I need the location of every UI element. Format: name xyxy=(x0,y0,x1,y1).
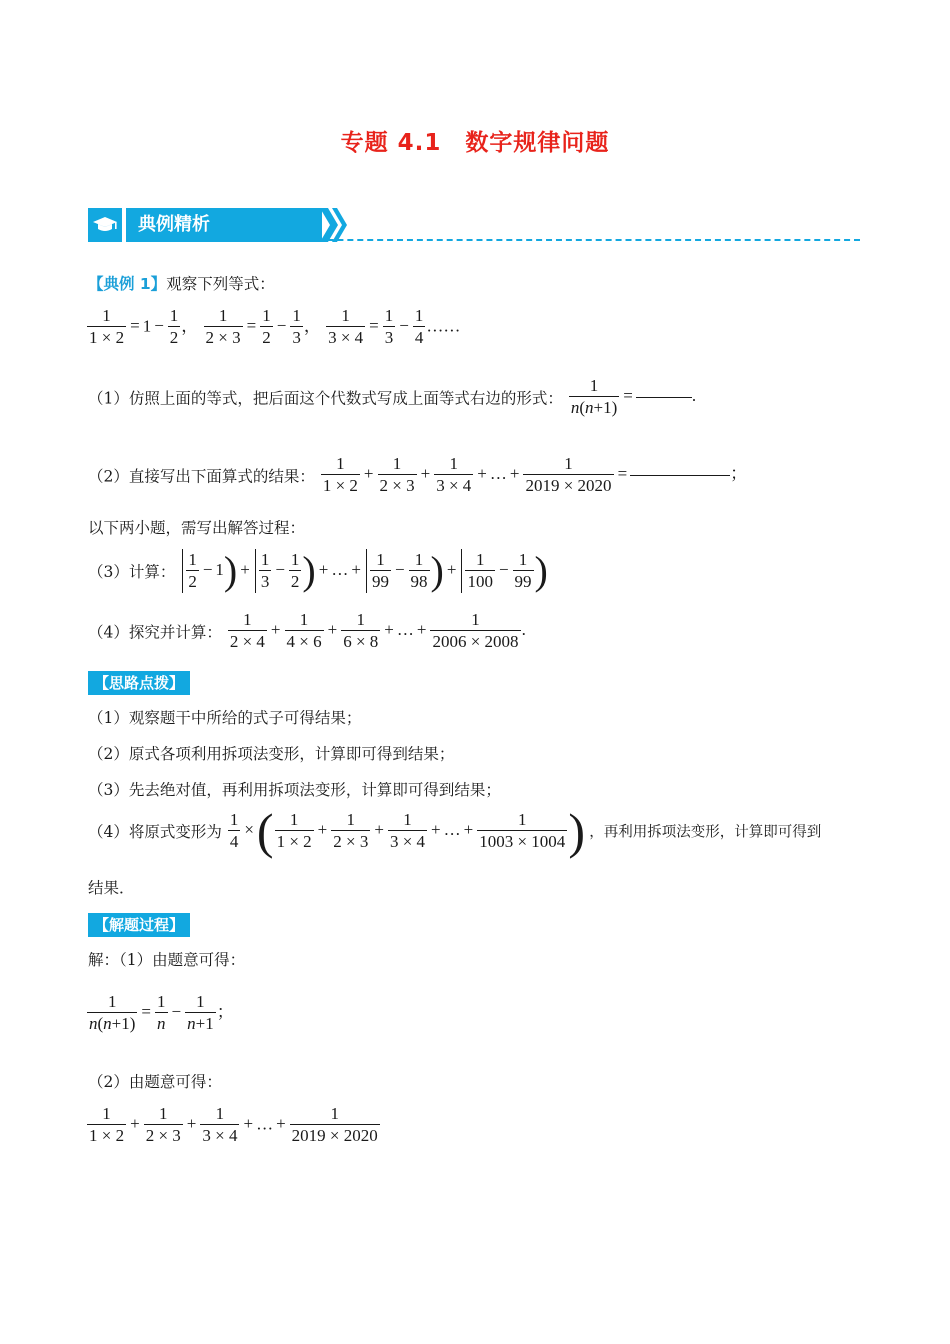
hint-tag: 【思路点拨】 xyxy=(88,671,190,695)
fraction: $\frac{1}{1 \times 2}$ xyxy=(89,306,125,347)
solution-line-1: 解：（1）由题意可得： xyxy=(88,951,246,969)
banner-divider xyxy=(248,239,860,241)
hint-item: （1）观察题干中所给的式子可得结果； xyxy=(88,709,362,727)
observed-equations: $\frac{1}{1 \times 2}$ = 1 − $\frac{1}{2}$ ， $\frac{1}{2 \times 3}$ = $\frac{1}{2}$ − $\frac{1}{3}$ ， $\frac{1}{3 \times 4}$ = $\frac{1}{3}$ − $\frac{1}{4}$ …… xyxy=(89,306,461,347)
solution-formula-1: $\frac{1}{n(n+1)}$ = $\frac{1}{n}$ − $\frac{1}{n+1}$ ； xyxy=(89,992,234,1033)
solution-line-2: （2）由题意可得： xyxy=(88,1073,222,1091)
chevron-right-icon xyxy=(320,208,350,242)
question-2: （2）直接写出下面算式的结果： $\frac{1}{1 \times 2}$ + $\frac{1}{2 \times 3}$ + $\frac{1}{3 \times 4}$ + … + $\frac{1}{2019 \times 2020}$ = ； xyxy=(88,454,748,495)
fraction: $\frac{1}{2 \times 3}$ xyxy=(205,306,241,347)
mid-instruction: 以下两小题，需写出解答过程： xyxy=(88,519,306,537)
hint-item-4-end: 结果． xyxy=(88,879,135,897)
example-intro xyxy=(88,272,275,294)
question-1: （1）仿照上面的等式，把后面这个代数式写成上面等式右边的形式： $\frac{1}{n(n+1)}$ = . xyxy=(88,376,697,417)
solution-tag-row xyxy=(88,914,190,935)
question-3: （3）计算： $\frac{1}{2}$ − 1) + $\frac{1}{3}$ − $\frac{1}{2}$ ) + … + $\frac{1}{99}$ − $\frac{1}{98}$ ) + $\frac{1}{100}$ − $\frac{1}{99}$ ) xyxy=(88,548,548,593)
graduation-cap-icon xyxy=(88,208,122,242)
hint-item-4: （4）将原式变形为 $\frac{1}{4}$ ×( $\frac{1}{1 \times 2}$ + $\frac{1}{2 \times 3}$ + $\frac{1}{3 \times 4}$ + … + $\frac{1}{1003 \times 1004}$ ) ，再利用拆项法变形，计算即可得到 xyxy=(88,803,822,859)
hint-item: （3）先去绝对值，再利用拆项法变形，计算即可得到结果； xyxy=(88,781,501,799)
banner-label: 典例精析 xyxy=(126,208,322,242)
question-4: （4）探究并计算： $\frac{1}{2 \times 4}$ + $\frac{1}{4 \times 6}$ + $\frac{1}{6 \times 8}$ + … + $\frac{1}{2006 \times 2008}$ . xyxy=(88,610,526,651)
hint-item: （2）原式各项利用拆项法变形，计算即可得到结果； xyxy=(88,745,455,763)
hint-tag-row xyxy=(88,672,190,693)
example-tag: 【典例 1】 xyxy=(88,275,167,293)
solution-tag: 【解题过程】 xyxy=(88,913,190,937)
solution-formula-2: $\frac{1}{1 \times 2}$ + $\frac{1}{2 \times 3}$ + $\frac{1}{3 \times 4}$ + … + $\frac{1}{2019 \times 2020}$ xyxy=(89,1104,378,1145)
page-title: 专题 4.1 数字规律问题 xyxy=(340,130,610,156)
fraction: $\frac{1}{3 \times 4}$ xyxy=(328,306,364,347)
example-intro-text: 观察下列等式： xyxy=(166,275,275,293)
